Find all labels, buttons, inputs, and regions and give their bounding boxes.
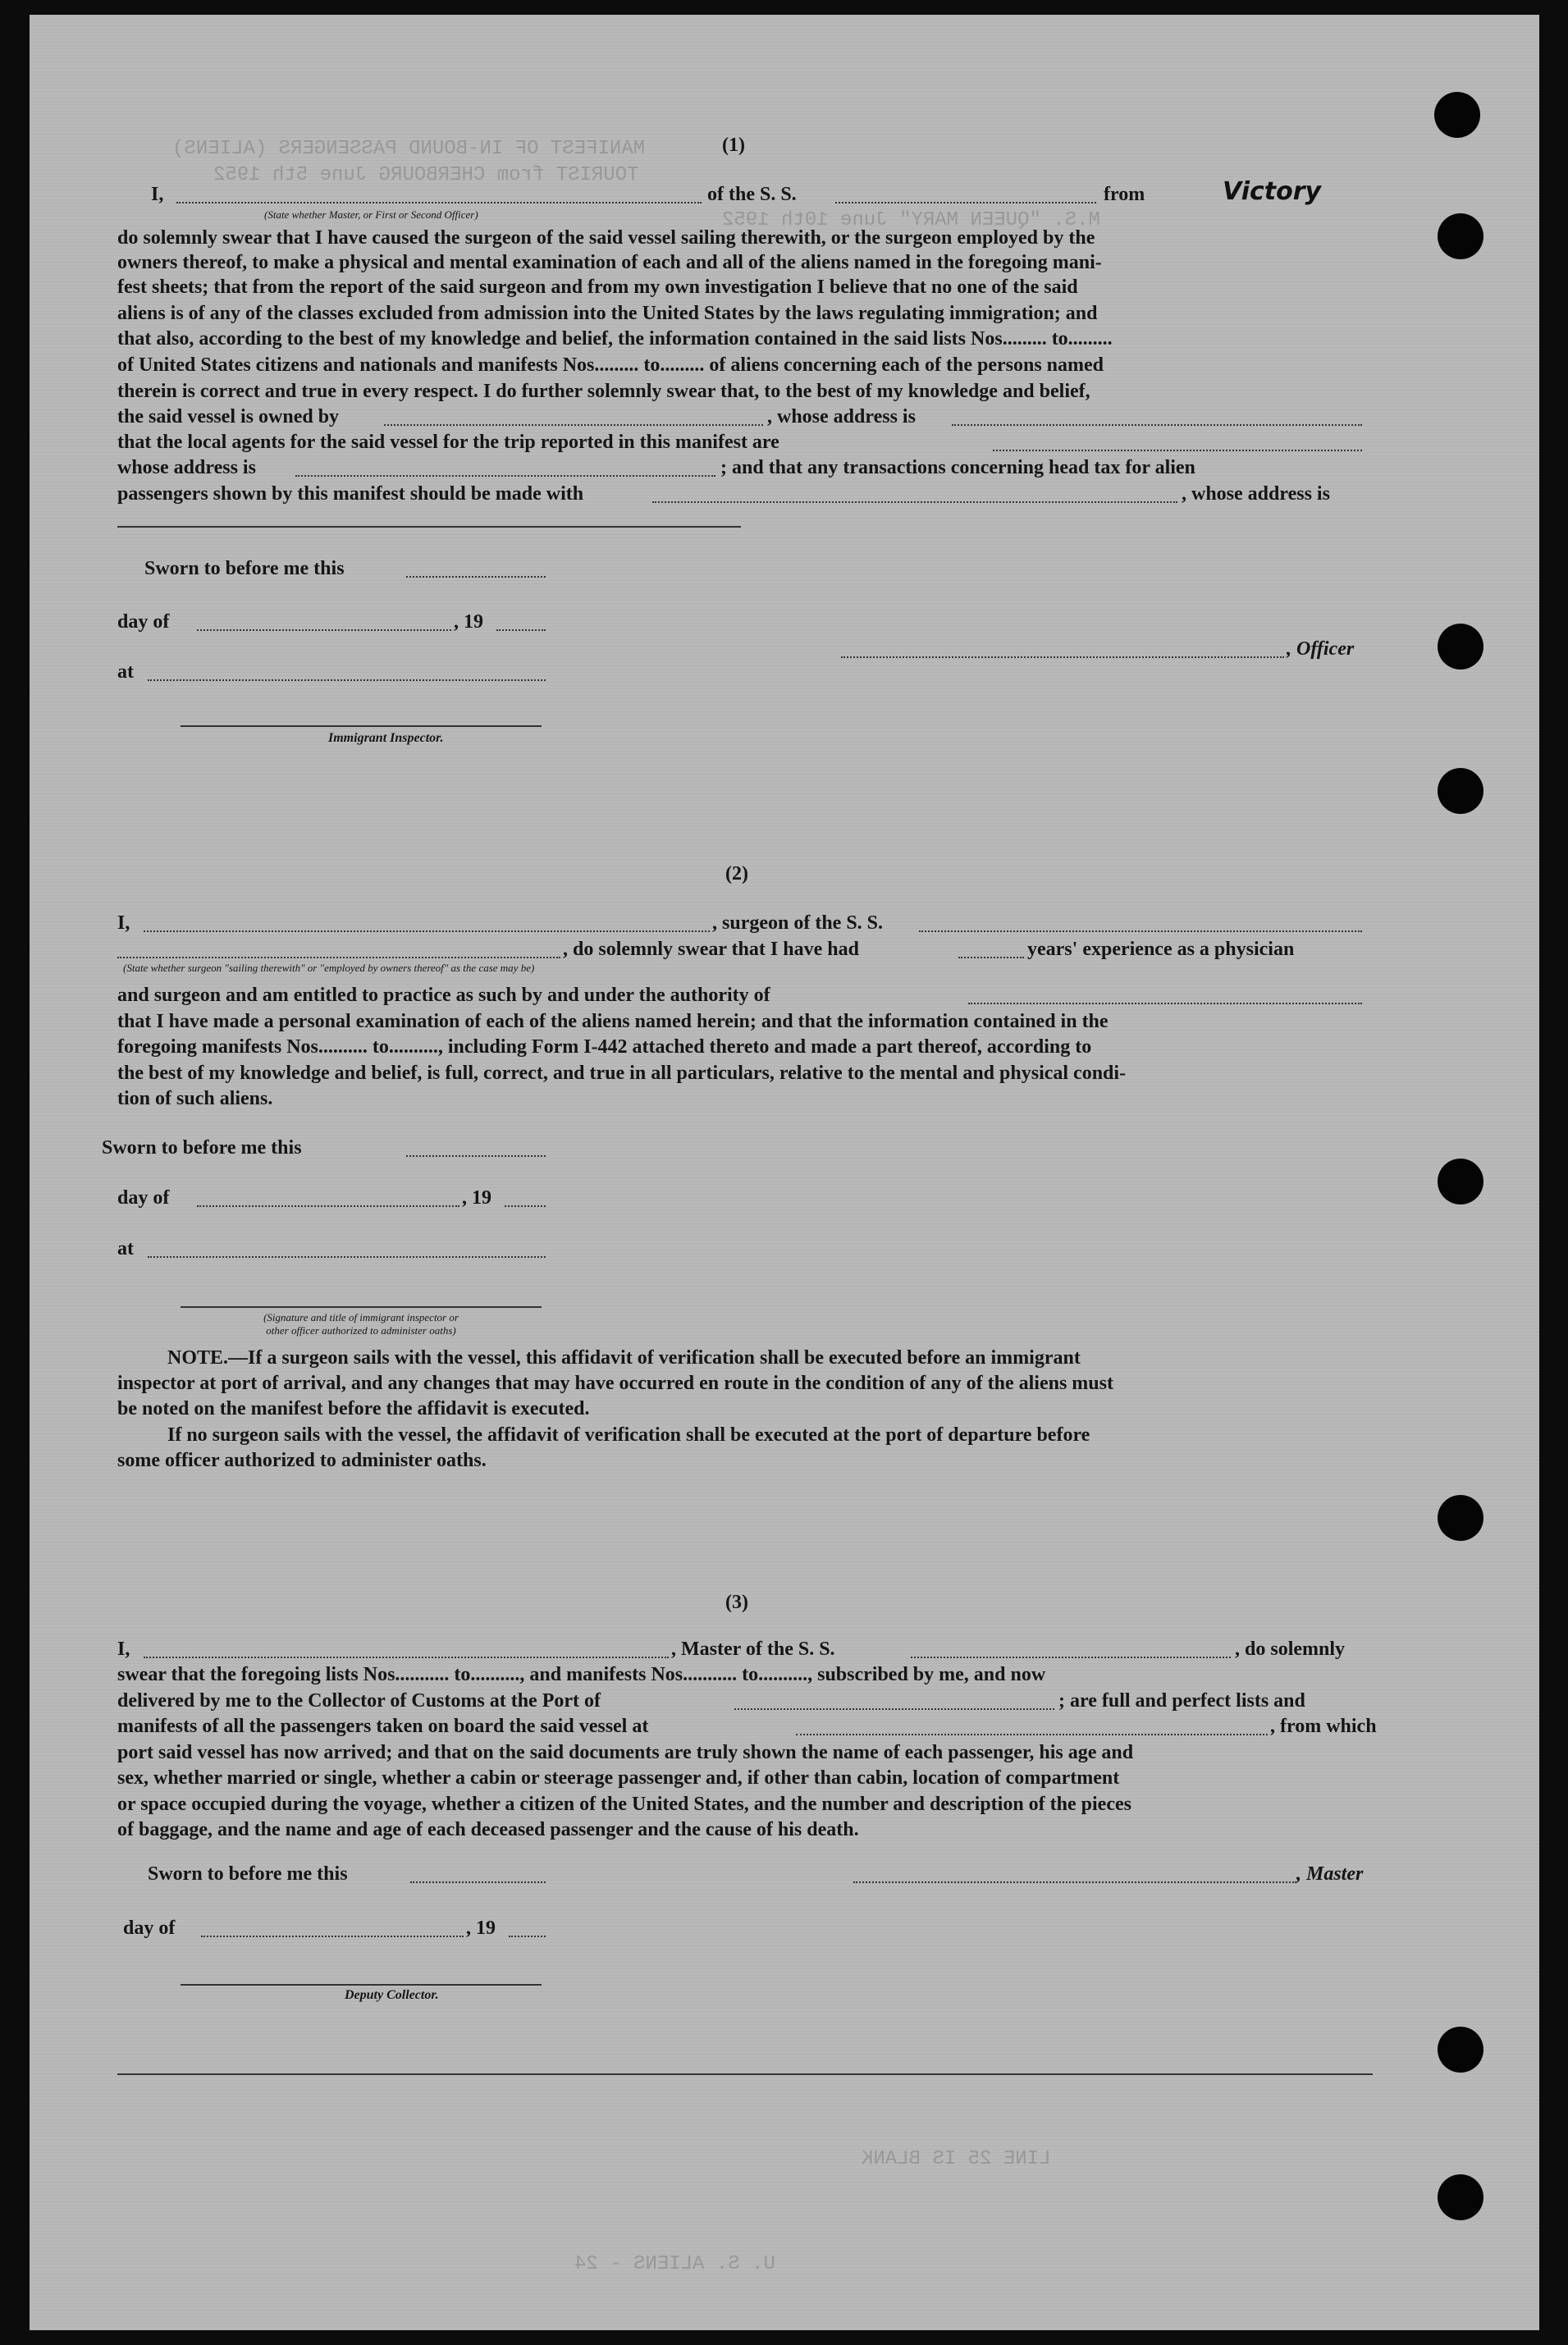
s3-port-blank bbox=[734, 1708, 1054, 1710]
punch-hole bbox=[1438, 1495, 1483, 1541]
s1-owner-address-blank bbox=[952, 424, 1362, 426]
s1-sworn-label: Sworn to before me this bbox=[144, 558, 345, 579]
s2-vessel-blank bbox=[919, 930, 1362, 932]
punch-hole bbox=[1438, 1159, 1483, 1204]
s1-inspector-label: Immigrant Inspector. bbox=[328, 731, 444, 745]
s2-year-label: , 19 bbox=[462, 1187, 491, 1209]
s3-paragraph-line: of baggage, and the name and age of each deceased passenger and the cause of his death. bbox=[117, 1819, 859, 1840]
s1-owner-address-label: , whose address is bbox=[767, 406, 916, 427]
s3-paragraph-line: port said vessel has now arrived; and that on the said documents are truly shown the name of each passenger, his age and bbox=[117, 1742, 1134, 1763]
punch-hole bbox=[1438, 624, 1483, 670]
s3-year-label: , 19 bbox=[466, 1918, 496, 1939]
s1-agent-address-blank bbox=[295, 475, 715, 477]
section-number-3: (3) bbox=[725, 1592, 748, 1613]
s2-paragraph-line: that I have made a personal examination of each of the aliens named herein; and that the information contained in the bbox=[117, 1011, 1109, 1032]
s1-owner-blank bbox=[384, 424, 763, 426]
bleed-through-text: U. S. ALIENS - 24 bbox=[574, 2253, 775, 2275]
s3-board-label: manifests of all the passengers taken on board the said vessel at bbox=[117, 1716, 649, 1737]
s1-headtax-address-label: , whose address is bbox=[1182, 483, 1330, 505]
s2-day-blank bbox=[197, 1205, 459, 1207]
s3-master-blank bbox=[144, 1657, 669, 1658]
bleed-through-text: M.S. "QUEEN MARY" June 10th 1952 bbox=[722, 209, 1100, 231]
s3-lists-label: ; are full and perfect lists and bbox=[1058, 1690, 1305, 1712]
s3-sworn-blank bbox=[410, 1881, 546, 1883]
s1-at-label: at bbox=[117, 661, 134, 683]
s3-board-blank bbox=[796, 1734, 1268, 1735]
s3-paragraph-line: swear that the foregoing lists Nos........... to.........., and manifests Nos........... to.........., subscribed by me, and now bbox=[117, 1664, 1046, 1685]
s1-agents-label: that the local agents for the said vessel for the trip reported in this manifest are bbox=[117, 432, 779, 453]
s2-years-label: years' experience as a physician bbox=[1027, 939, 1295, 960]
punch-hole bbox=[1434, 92, 1480, 138]
s2-authority-blank bbox=[968, 1003, 1362, 1004]
s1-paragraph-line: do solemnly swear that I have caused the surgeon of the said vessel sailing therewith, or the surgeon employed by the bbox=[117, 227, 1095, 249]
s2-type-blank bbox=[117, 957, 560, 958]
s2-year-blank bbox=[505, 1205, 546, 1207]
punch-hole bbox=[1438, 768, 1483, 814]
s3-year-blank bbox=[509, 1936, 546, 1937]
s1-vessel-blank bbox=[835, 202, 1096, 203]
bottom-rule bbox=[117, 2073, 1373, 2075]
s3-fromwhich-label: , from which bbox=[1270, 1716, 1377, 1737]
s3-paragraph-line: sex, whether married or single, whether a cabin or steerage passenger and, if other than cabin, location of compartment bbox=[117, 1767, 1120, 1789]
s2-type-hint: (State whether surgeon "sailing therewith" or "employed by owners thereof" as the case may be) bbox=[123, 962, 535, 974]
note-line: inspector at port of arrival, and any changes that may have occurred en route in the condition of any of the aliens must bbox=[117, 1373, 1113, 1394]
s1-paragraph-line: that also, according to the best of my knowledge and belief, the information contained in the said lists Nos......... to......... bbox=[117, 328, 1113, 350]
s3-vessel-blank bbox=[911, 1657, 1231, 1658]
s2-at-label: at bbox=[117, 1238, 134, 1259]
s1-headtax-with-label: passengers shown by this manifest should be made with bbox=[117, 483, 584, 505]
s3-master-label: , Master of the S. S. bbox=[671, 1639, 835, 1660]
s2-years-blank bbox=[958, 957, 1024, 958]
punch-hole bbox=[1438, 213, 1483, 259]
note-line: some officer authorized to administer oaths. bbox=[117, 1450, 487, 1471]
s3-master-signature-label: , Master bbox=[1296, 1863, 1364, 1885]
s1-sworn-blank bbox=[406, 576, 546, 578]
s1-at-blank bbox=[148, 679, 546, 681]
s2-at-blank bbox=[148, 1256, 546, 1258]
s1-paragraph-line: of United States citizens and nationals and manifests Nos......... to......... of aliens concerning each of the persons named bbox=[117, 354, 1104, 376]
s2-paragraph-line: the best of my knowledge and belief, is full, correct, and true in all particulars, relative to the mental and physical condi- bbox=[117, 1063, 1127, 1084]
s1-paragraph-line: therein is correct and true in every respect. I do further solemnly swear that, to the best of my knowledge and belief, bbox=[117, 381, 1090, 402]
section-number-1: (1) bbox=[722, 135, 745, 156]
s3-dayof-label: day of bbox=[123, 1918, 176, 1939]
s1-owner-label: the said vessel is owned by bbox=[117, 406, 340, 427]
s1-agent-address-label: whose address is bbox=[117, 457, 256, 478]
note-line: NOTE.—If a surgeon sails with the vessel, this affidavit of verification shall be executed before an immigrant bbox=[167, 1347, 1081, 1369]
s2-paragraph-line: tion of such aliens. bbox=[117, 1088, 273, 1109]
bleed-through-text: MANIFEST OF IN-BOUND PASSENGERS (ALIENS) bbox=[172, 138, 646, 160]
s1-headtax-label: ; and that any transactions concerning head tax for alien bbox=[720, 457, 1195, 478]
s1-i-label: I, bbox=[151, 184, 164, 205]
s1-day-blank bbox=[197, 629, 451, 631]
s2-signature-line bbox=[181, 1306, 542, 1308]
s1-year-blank bbox=[496, 629, 546, 631]
s1-dayof-label: day of bbox=[117, 611, 170, 633]
s1-officer-signature-blank bbox=[841, 656, 1284, 658]
note-line: be noted on the manifest before the affidavit is executed. bbox=[117, 1398, 590, 1419]
s2-authority-label: and surgeon and am entitled to practice as such by and under the authority of bbox=[117, 985, 770, 1006]
s1-from-handwritten: Victory bbox=[1223, 177, 1322, 206]
s3-port-label: delivered by me to the Collector of Customs at the Port of bbox=[117, 1690, 601, 1712]
s3-i-label: I, bbox=[117, 1639, 130, 1660]
s1-officer-hint: (State whether Master, or First or Second Officer) bbox=[264, 208, 478, 221]
s1-agents-blank bbox=[993, 450, 1362, 451]
s2-surgeon-blank bbox=[144, 930, 710, 932]
s2-swear-label: , do solemnly swear that I have had bbox=[563, 939, 859, 960]
s2-sworn-label: Sworn to before me this bbox=[102, 1137, 302, 1159]
s3-collector-line bbox=[181, 1984, 542, 1986]
section-number-2: (2) bbox=[725, 863, 748, 885]
note-line: If no surgeon sails with the vessel, the affidavit of verification shall be executed at the port of departure before bbox=[167, 1424, 1090, 1446]
s1-officer-label: , Officer bbox=[1287, 638, 1355, 660]
s3-sworn-label: Sworn to before me this bbox=[148, 1863, 348, 1885]
s2-signature-hint: (Signature and title of immigrant inspector or bbox=[263, 1311, 459, 1323]
s3-paragraph-line: or space occupied during the voyage, whether a citizen of the United States, and the number and description of the pieces bbox=[117, 1794, 1131, 1815]
s2-surgeon-label: , surgeon of the S. S. bbox=[712, 912, 884, 934]
s1-year-label: , 19 bbox=[454, 611, 483, 633]
s2-paragraph-line: foregoing manifests Nos.......... to.........., including Form I-442 attached thereto and made a part thereof, according to bbox=[117, 1036, 1092, 1058]
s2-i-label: I, bbox=[117, 912, 130, 934]
s1-paragraph-line: fest sheets; that from the report of the said surgeon and from my own investigation I believe that no one of the said bbox=[117, 277, 1078, 298]
punch-hole bbox=[1438, 2174, 1483, 2220]
s1-paragraph-line: aliens is of any of the classes excluded from admission into the United States by the laws regulating immigration; and bbox=[117, 303, 1098, 324]
bleed-through-text: TOURIST from CHERBOURG June 5th 1952 bbox=[213, 164, 639, 186]
s2-signature-hint: other officer authorized to administer oaths) bbox=[266, 1324, 456, 1337]
s3-day-blank bbox=[201, 1936, 464, 1937]
s1-paragraph-line: owners thereof, to make a physical and mental examination of each and all of the aliens named in the foregoing mani- bbox=[117, 252, 1102, 273]
s1-inspector-line bbox=[181, 725, 542, 727]
s2-sworn-blank bbox=[406, 1155, 546, 1157]
s3-master-signature-blank bbox=[853, 1881, 1296, 1883]
bleed-through-text: LINE 25 IS BLANK bbox=[862, 2148, 1051, 2170]
s1-from-label: from bbox=[1104, 184, 1145, 205]
s3-solemnly-label: , do solemnly bbox=[1235, 1639, 1346, 1660]
s1-ofss-label: of the S. S. bbox=[707, 184, 797, 205]
s3-collector-label: Deputy Collector. bbox=[345, 1988, 439, 2002]
s2-dayof-label: day of bbox=[117, 1187, 170, 1209]
s1-officer-blank bbox=[176, 202, 702, 203]
punch-hole bbox=[1438, 2027, 1483, 2073]
s1-address-line bbox=[117, 526, 741, 528]
s1-headtax-blank bbox=[652, 501, 1177, 503]
